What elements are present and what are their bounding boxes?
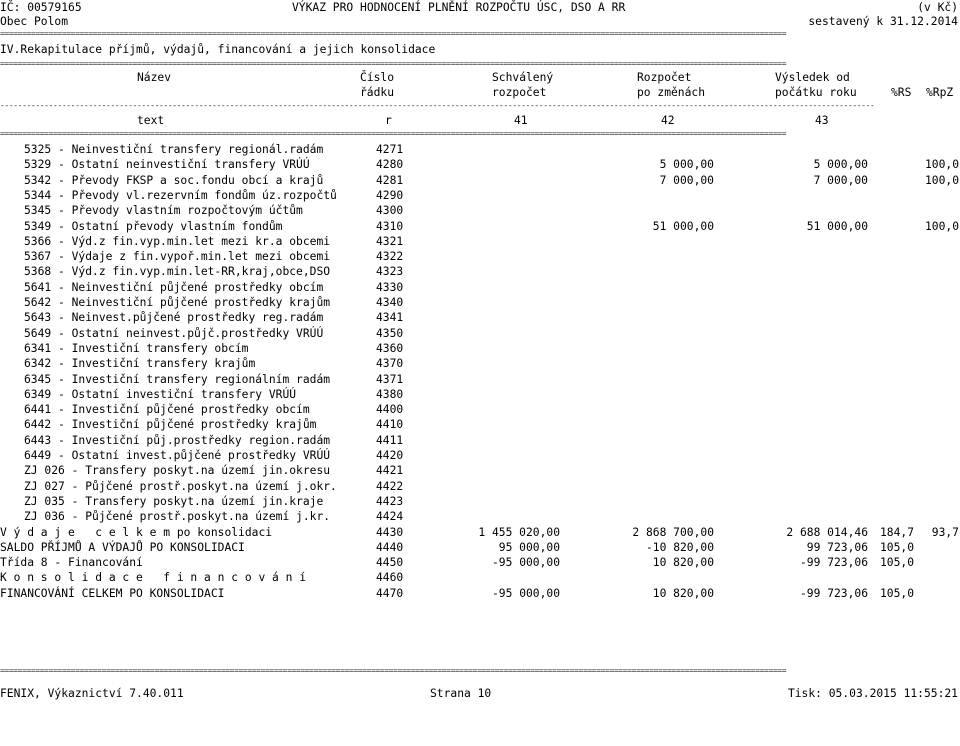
line-number-cell: 4323	[376, 265, 404, 279]
code-42: 42	[661, 114, 675, 127]
table-row	[0, 479, 960, 494]
modified-budget-cell: 51 000,00	[652, 219, 714, 233]
report-header-line-1	[0, 0, 960, 15]
line-number-cell: 4281	[376, 173, 404, 187]
col-vysledek: Výsledek od	[775, 71, 850, 84]
row-name-cell: ZJ 027 - Půjčené prostř.poskyt.na území j.okr.	[24, 479, 337, 493]
row-name-cell: 6442 - Investiční půjčené prostředky krajům	[24, 418, 317, 432]
table-row	[0, 326, 960, 341]
col-cislo: Číslo	[360, 71, 395, 84]
table-row	[0, 264, 960, 279]
section-title-line	[0, 42, 960, 57]
code-text: text	[137, 114, 165, 127]
line-number-cell: 4321	[376, 234, 404, 248]
line-number-cell: 4424	[376, 510, 404, 524]
row-name-cell: 6345 - Investiční transfery regionálním radám	[24, 372, 331, 386]
row-name-cell: 5345 - Převody vlastním rozpočtovým účtům	[24, 204, 303, 218]
line-number-cell: 4290	[376, 188, 404, 202]
rpz-percent-cell: 100,0	[924, 173, 959, 187]
col-rs: %RS	[891, 86, 912, 99]
modified-budget-cell: 5 000,00	[659, 158, 714, 172]
line-number-cell: 4400	[376, 403, 404, 417]
line-number-cell: 4341	[376, 311, 404, 325]
col-rpz: %RpZ	[926, 86, 954, 99]
total-row	[0, 540, 960, 555]
col-nazev: Název	[137, 71, 172, 84]
software-version: FENIX, Výkaznictví 7.40.011	[0, 687, 184, 700]
col-pocatku-roku: počátku roku	[775, 86, 857, 99]
rpz-percent-cell: 93,7	[931, 525, 959, 539]
line-number-cell: 4371	[376, 372, 404, 386]
double-rule: ==================================================================================================================================================================================	[0, 668, 787, 674]
print-timestamp: Tisk: 05.03.2015 11:55:21	[787, 687, 958, 700]
table-row	[0, 387, 960, 402]
line-number-cell: 4421	[376, 464, 404, 478]
table-row	[0, 173, 960, 188]
section-title: IV.Rekapitulace příjmů, výdajů, financování a jejich konsolidace	[0, 43, 436, 56]
total-row	[0, 525, 960, 540]
table-row	[0, 234, 960, 249]
approved-budget-cell: -95 000,00	[491, 556, 560, 570]
row-name-cell: ZJ 036 - Půjčené prostř.poskyt.na území j.kr.	[24, 510, 331, 524]
rs-percent-cell: 105,0	[879, 556, 914, 570]
approved-budget-cell: 95 000,00	[498, 540, 560, 554]
modified-budget-cell: 2 868 700,00	[632, 525, 714, 539]
line-number-cell: 4280	[376, 158, 404, 172]
row-name-cell: SALDO PŘÍJMŮ A VÝDAJŮ PO KONSOLIDACI	[0, 540, 245, 554]
table-row	[0, 509, 960, 524]
line-number-cell: 4380	[376, 387, 404, 401]
row-name-cell: 6441 - Investiční půjčené prostředky obcím	[24, 403, 310, 417]
table-row	[0, 433, 960, 448]
modified-budget-cell: 7 000,00	[659, 173, 714, 187]
code-43: 43	[815, 114, 829, 127]
result-cell: 5 000,00	[813, 158, 868, 172]
column-header-row-2	[0, 85, 960, 100]
table-row	[0, 356, 960, 371]
page-number: Strana 10	[430, 687, 492, 700]
line-number-cell: 4410	[376, 418, 404, 432]
col-rozpocet-approved: rozpočet	[492, 86, 547, 99]
column-code-row	[0, 113, 960, 128]
col-rozpocet: Rozpočet	[637, 71, 692, 84]
row-name-cell: 6342 - Investiční transfery krajům	[24, 357, 256, 371]
table-row	[0, 372, 960, 387]
approved-budget-cell: 1 455 020,00	[478, 525, 560, 539]
table-row	[0, 142, 960, 157]
table-row	[0, 402, 960, 417]
line-number-cell: 4310	[376, 219, 404, 233]
row-name-cell: K o n s o l i d a c e f i n a n c o v á n í	[0, 571, 307, 585]
result-cell: 2 688 014,46	[786, 525, 868, 539]
table-row	[0, 341, 960, 356]
double-rule: ==================================================================================================================================================================================	[0, 31, 787, 37]
line-number-cell: 4360	[376, 341, 404, 355]
row-name-cell: 5366 - Výd.z fin.vyp.min.let mezi kr.a obcemi	[24, 234, 331, 248]
line-number-cell: 4450	[376, 556, 404, 570]
double-rule: ==================================================================================================================================================================================	[0, 61, 787, 67]
row-name-cell: 5368 - Výd.z fin.vyp.min.let-RR,kraj,obce,DSO	[24, 265, 331, 279]
line-number-cell: 4350	[376, 326, 404, 340]
row-name-cell: FINANCOVÁNÍ CELKEM PO KONSOLIDACI	[0, 586, 225, 600]
result-cell: 51 000,00	[806, 219, 868, 233]
modified-budget-cell: 10 820,00	[652, 586, 714, 600]
modified-budget-cell: 10 820,00	[652, 556, 714, 570]
table-row	[0, 188, 960, 203]
row-name-cell: 6349 - Ostatní investiční transfery VRÚÚ	[24, 387, 297, 401]
table-row	[0, 463, 960, 478]
line-number-cell: 4330	[376, 280, 404, 294]
row-name-cell: 6443 - Investiční půj.prostředky region.radám	[24, 433, 331, 447]
code-41: 41	[514, 114, 528, 127]
line-number-cell: 4300	[376, 204, 404, 218]
row-name-cell: ZJ 026 - Transfery poskyt.na území jin.okresu	[24, 464, 331, 478]
modified-budget-cell: -10 820,00	[645, 540, 714, 554]
table-row	[0, 295, 960, 310]
col-radku: řádku	[360, 86, 395, 99]
row-name-cell: V ý d a j e c e l k e m po konsolidaci	[0, 525, 273, 539]
line-number-cell: 4470	[376, 586, 404, 600]
row-name-cell: 6341 - Investiční transfery obcím	[24, 341, 249, 355]
result-cell: 7 000,00	[813, 173, 868, 187]
row-name-cell: 6449 - Ostatní invest.půjčené prostředky VRÚÚ	[24, 449, 331, 462]
col-schvaleny: Schválený	[492, 71, 554, 84]
currency-unit: (v Kč)	[917, 1, 958, 14]
code-r: r	[385, 114, 392, 127]
dashed-rule: ------------------------------------------------------------------------------------------------------------------------------------------------------------------------------------------------------	[0, 103, 875, 109]
table-row	[0, 494, 960, 509]
result-cell: 99 723,06	[806, 540, 868, 554]
rpz-percent-cell: 100,0	[924, 219, 959, 233]
total-row	[0, 555, 960, 570]
column-header-row-1	[0, 70, 960, 85]
double-rule: ==================================================================================================================================================================================	[0, 131, 787, 137]
row-name-cell: 5641 - Neinvestiční půjčené prostředky obcím	[24, 280, 324, 294]
row-name-cell: 5342 - Převody FKSP a soc.fondu obcí a krajů	[24, 173, 324, 187]
col-po-zmenach: po změnách	[637, 86, 706, 99]
report-header-line-2	[0, 14, 960, 29]
row-name-cell: 5325 - Neinvestiční transfery regionál.radám	[24, 143, 324, 156]
rpz-percent-cell: 100,0	[924, 158, 959, 172]
table-row	[0, 249, 960, 264]
line-number-cell: 4340	[376, 296, 404, 309]
total-row	[0, 570, 960, 585]
line-number-cell: 4430	[376, 525, 404, 539]
rs-percent-cell: 184,7	[879, 525, 914, 539]
total-row	[0, 586, 960, 601]
row-name-cell: 5329 - Ostatní neinvestiční transfery VRÚÚ	[24, 158, 310, 172]
row-name-cell: Třída 8 - Financování	[0, 556, 143, 570]
compiled-date: sestavený k 31.12.2014	[808, 15, 958, 28]
row-name-cell: 5367 - Výdaje z fin.vypoř.min.let mezi obcemi	[24, 250, 331, 264]
line-number-cell: 4271	[376, 143, 404, 156]
row-name-cell: 5643 - Neinvest.půjčené prostředky reg.radám	[24, 311, 324, 325]
entity-name: Obec Polom	[0, 15, 69, 28]
line-number-cell: 4370	[376, 357, 404, 371]
approved-budget-cell: -95 000,00	[491, 586, 560, 600]
table-row	[0, 157, 960, 172]
row-name-cell: 5649 - Ostatní neinvest.půjč.prostředky VRÚÚ	[24, 326, 324, 340]
line-number-cell: 4423	[376, 494, 404, 508]
row-name-cell: 5344 - Převody vl.rezervním fondům úz.rozpočtů	[24, 188, 337, 202]
line-number-cell: 4420	[376, 449, 404, 462]
row-name-cell: ZJ 035 - Transfery poskyt.na území jin.kraje	[24, 494, 324, 508]
line-number-cell: 4440	[376, 540, 404, 554]
table-row	[0, 310, 960, 325]
report-title: VÝKAZ PRO HODNOCENÍ PLNĚNÍ ROZPOČTU ÚSC, DSO A RR	[292, 1, 626, 14]
table-row	[0, 280, 960, 295]
result-cell: -99 723,06	[799, 556, 868, 570]
rs-percent-cell: 105,0	[879, 540, 914, 554]
row-name-cell: 5349 - Ostatní převody vlastním fondům	[24, 219, 283, 233]
result-cell: -99 723,06	[799, 586, 868, 600]
line-number-cell: 4322	[376, 250, 404, 264]
line-number-cell: 4411	[376, 433, 404, 447]
table-row	[0, 203, 960, 218]
table-row	[0, 417, 960, 432]
report-footer	[0, 686, 960, 701]
ico-text: IČ: 00579165	[0, 1, 82, 14]
row-name-cell: 5642 - Neinvestiční půjčené prostředky krajům	[24, 296, 331, 309]
line-number-cell: 4460	[376, 571, 404, 585]
table-row	[0, 448, 960, 463]
rs-percent-cell: 105,0	[879, 586, 914, 600]
table-row	[0, 219, 960, 234]
line-number-cell: 4422	[376, 479, 404, 493]
